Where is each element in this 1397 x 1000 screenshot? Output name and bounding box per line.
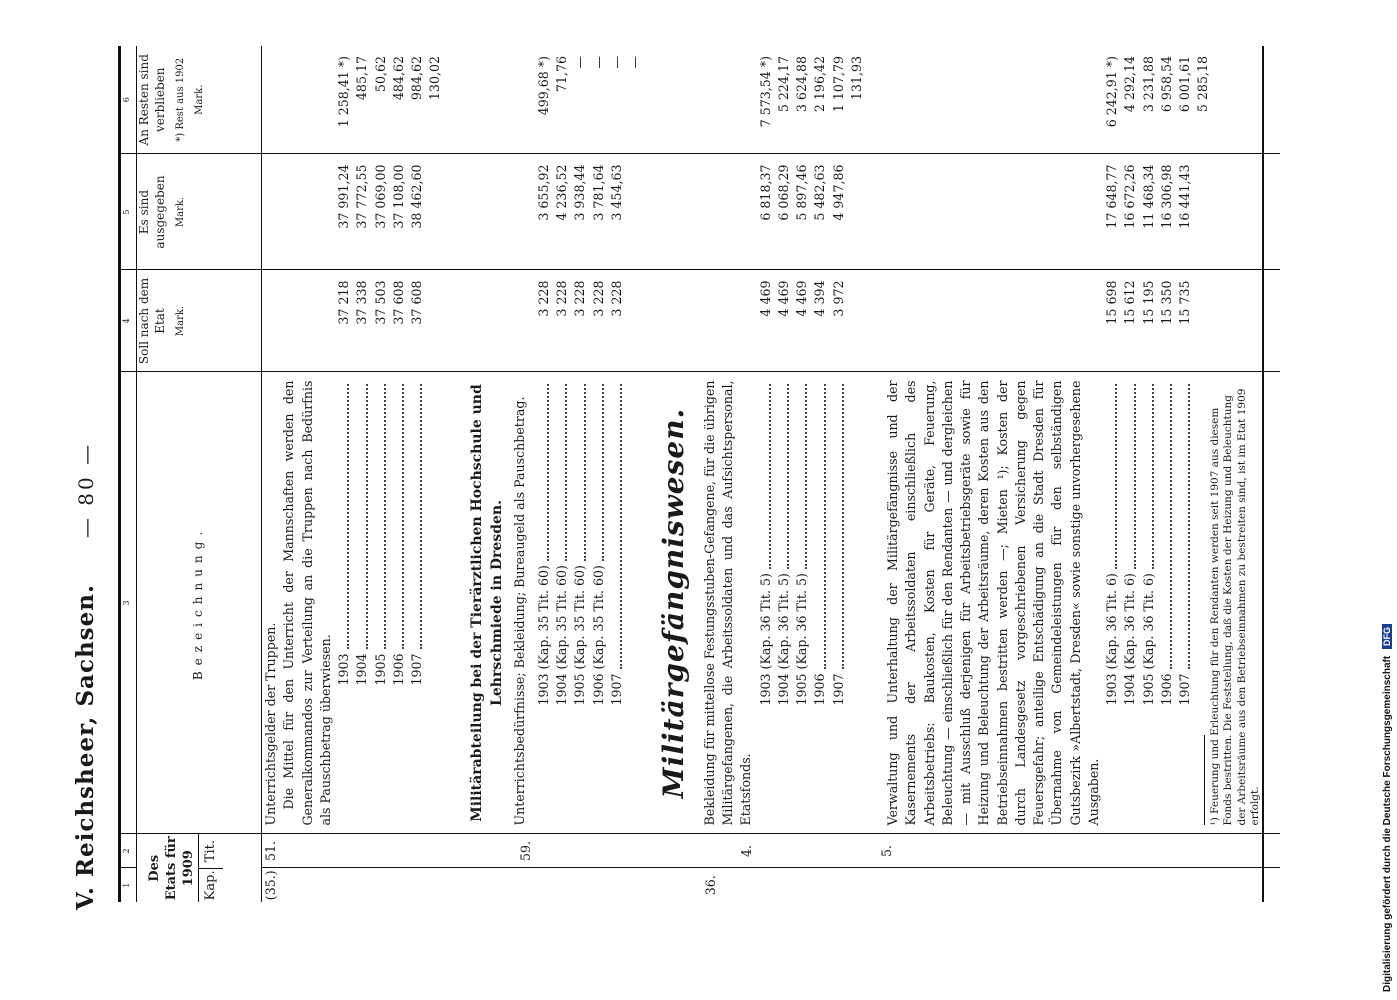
resten-value: 130,02: [427, 56, 443, 101]
year-label: 1907: [409, 653, 424, 686]
soll-value: 15 195: [1140, 270, 1158, 372]
ausgegeben-value: 38 462,60: [408, 154, 426, 270]
year-label: 1907: [1177, 673, 1192, 706]
resten-value: 484,62: [390, 56, 406, 101]
resten-header: [137, 46, 262, 154]
table-row: [590, 46, 608, 902]
column-number: 1: [120, 868, 137, 902]
resten-note: *) Rest aus 1902: [175, 57, 187, 142]
ausgegeben-value: 3 781,64: [590, 154, 608, 270]
soll-value: 4 469: [757, 270, 775, 372]
table-row: [757, 46, 775, 902]
ausgegeben-label: Es sind ausgegeben: [137, 175, 167, 249]
column-number: 2: [120, 834, 137, 868]
description-paragraph: Verwaltung und Unterhaltung der Militärgefängnisse und der Kasernements der Arbeitssoldaten einschließlich des Arbeitsbetriebs: Baukosten, Kosten für Geräte, Feuerung, Beleuchtung — einschließlich für den Rendanten — und dergleichen — mit Ausschluß derjenigen für Arbeitsbetriebsgeräte sowie für Heizung und Beleuchtung der Arbeitsräume, deren Kosten aus den Betriebseinnahmen bestritten werden —; Mieten ¹); Kosten der durch Landesgesetz vorgeschriebenen Versicherung gegen Feuersgefahr; anteilige Entschädigung an die Stadt Dresden für Übernahme von Gemeindeleistungen für den selbständigen Gutsbezirk »Albertstadt, Dresden« sowie sonstige unvorhergesehene Ausgaben.: [885, 380, 1101, 826]
column-number: 3: [120, 372, 137, 834]
ausgegeben-value: 17 648,77: [1103, 154, 1121, 270]
table-row: [1176, 46, 1194, 902]
table-row: [426, 46, 444, 902]
soll-value: 37 218: [335, 270, 353, 372]
section-big-title: Militärgefängniswesen.: [657, 407, 691, 799]
soll-value: 3 228: [535, 270, 553, 372]
description-line: Unterrichtsbedürfnisse; Bekleidung; Bureaugeld als Pauschbetrag.: [512, 396, 528, 826]
budget-table: [118, 46, 1280, 902]
ausgegeben-value: 5 897,46: [793, 154, 811, 270]
year-label: 1904 (Kap. 36 Tit. 6): [1122, 573, 1138, 706]
kap-cell: (35.): [262, 868, 336, 902]
ausgegeben-value: 37 991,24: [335, 154, 353, 270]
ausgegeben-value: 16 306,98: [1158, 154, 1176, 270]
year-label: 1906: [812, 673, 828, 706]
soll-value: 37 503: [372, 270, 390, 372]
soll-value: 15 612: [1121, 270, 1139, 372]
soll-value: 37 608: [408, 270, 426, 372]
year-label: 1904: [354, 653, 370, 686]
description-cell: [866, 372, 1103, 834]
description-line: Unterrichtsgelder der Truppen.: [263, 622, 278, 826]
table-row: [553, 46, 571, 902]
table-row: [353, 46, 371, 902]
page-header: [72, 0, 108, 1000]
resten-value: 1 107,79: [830, 56, 846, 113]
table-row: [1103, 46, 1121, 902]
table-row: [1158, 46, 1176, 902]
resten-value: 6 242,91 *): [1104, 56, 1119, 128]
tit-header: Tit.: [202, 840, 218, 863]
resten-value: 5 285,18: [1195, 56, 1211, 113]
table-row: [775, 46, 793, 902]
table-row: [571, 46, 589, 902]
soll-value: 15 698: [1103, 270, 1121, 372]
resten-value: 71,76: [554, 56, 569, 93]
table-row: [848, 46, 866, 902]
ausgegeben-value: 16 441,43: [1176, 154, 1194, 270]
resten-value: 485,17: [354, 56, 370, 101]
table-row: [390, 46, 408, 902]
table-row: [608, 46, 626, 902]
table-row: [372, 46, 390, 902]
table-row: [535, 46, 553, 902]
soll-value: 3 972: [830, 270, 848, 372]
resten-value: 4 292,14: [1122, 56, 1138, 113]
resten-unit: Mark.: [194, 84, 206, 115]
bezeichnung-header: Bezeichnung.: [137, 372, 262, 834]
resten-value: —: [608, 56, 624, 69]
soll-value: 3 228: [608, 270, 626, 372]
year-label: 1904 (Kap. 36 Tit. 5): [775, 573, 791, 706]
column-header-row: [137, 46, 262, 902]
etat-group-head: Des Etats für 1909: [137, 835, 199, 903]
ausgegeben-header: [137, 154, 262, 270]
section-row: [866, 46, 1103, 902]
description-cell: [644, 372, 756, 834]
resten-value: —: [627, 56, 642, 69]
soll-unit: Mark.: [175, 305, 187, 337]
resten-value: 1 258,41 *): [336, 56, 351, 128]
page-number: — 80 —: [74, 441, 98, 539]
resten-value: 3 231,88: [1140, 56, 1156, 113]
ausgegeben-value: 37 772,55: [353, 154, 371, 270]
ausgegeben-value: 6 068,29: [775, 154, 793, 270]
ausgegeben-value: 6 818,37: [757, 154, 775, 270]
resten-value: 131,93: [848, 56, 864, 101]
ausgegeben-value: 37 069,00: [372, 154, 390, 270]
ausgegeben-value: 4 947,86: [830, 154, 848, 270]
description-paragraph: Die Mittel für den Unterricht der Mannschaften werden den Generalkommandos zur Verteilung an die Truppen nach Bedürfnis als Pauschbetrag überwiesen.: [281, 380, 333, 826]
soll-value: 3 228: [553, 270, 571, 372]
year-label: 1903 (Kap. 36 Tit. 5): [757, 573, 773, 706]
resten-value: —: [572, 56, 588, 69]
soll-value: 3 228: [590, 270, 608, 372]
running-head: V. Reichsheer, Sachsen.: [72, 584, 99, 910]
ausgegeben-value: 11 468,34: [1140, 154, 1158, 270]
year-label: 1903: [336, 653, 351, 686]
ausgegeben-value: 4 236,52: [553, 154, 571, 270]
resten-value: 6 001,61: [1177, 56, 1192, 113]
year-label: 1905 (Kap. 36 Tit. 5): [794, 573, 809, 706]
table-row: [626, 46, 644, 902]
soll-label: Soll nach dem Etat: [137, 277, 167, 365]
soll-value: 4 469: [775, 270, 793, 372]
year-label: 1903 (Kap. 35 Tit. 60): [535, 565, 551, 706]
ausgegeben-value: 3 655,92: [535, 154, 553, 270]
kap-cell: 36.: [644, 868, 756, 902]
tit-cell: 59.: [445, 834, 535, 868]
tit-cell: 5.: [866, 834, 1103, 868]
ausgegeben-value: 3 454,63: [608, 154, 626, 270]
description-paragraph: Bekleidung für mittellose Festungsstuben-Gefangene, für die übrigen Militärgefangenen, die Arbeitssoldaten und das Aufsichtspersonal, Etatsfonds.: [701, 380, 754, 826]
column-number: 5: [120, 154, 137, 270]
soll-value: 37 608: [390, 270, 408, 372]
resten-value: 6 958,54: [1158, 56, 1174, 113]
ausgegeben-unit: Mark.: [175, 196, 187, 228]
ausgegeben-value: 37 108,00: [390, 154, 408, 270]
tit-cell: 4.: [644, 834, 756, 868]
credit-text: Digitalisierung gefördert durch die Deutsche Forschungsgemeinschaft: [1382, 655, 1393, 992]
table-row: [793, 46, 811, 902]
ausgegeben-cell: [262, 154, 336, 270]
resten-label: An Resten sind verblieben: [137, 54, 167, 146]
year-label: 1906: [1158, 673, 1174, 706]
dfg-logo: DFG: [1382, 624, 1392, 649]
year-label: 1904 (Kap. 35 Tit. 60): [554, 565, 569, 706]
table-row: [1121, 46, 1139, 902]
description-cell: [262, 372, 336, 834]
year-label: 1907: [608, 673, 624, 706]
soll-value: 4 394: [811, 270, 829, 372]
table-row: [830, 46, 848, 902]
year-label: 1907: [830, 673, 846, 706]
table-bottom-rule: [1263, 46, 1280, 902]
resten-value: 50,62: [372, 56, 388, 93]
column-number: 6: [120, 46, 137, 154]
tit-cell: 51.: [262, 834, 336, 868]
section-title: Militärabteilung bei der Tierärztlichen Hochschule und Lehrschmiede in Dresden.: [468, 384, 505, 822]
etat-header: [137, 834, 262, 902]
description-cell: [445, 372, 535, 834]
footnote: ¹) Feuerung und Erleuchtung für den Rendanten werden seit 1907 aus diesem Fonds bestritten. Die Feststellung, daß die Kosten der Heizung und Beleuchtung der Arbeitsräume aus den Betriebseinnahmen zu bestreiten sind, ist im Etat 1909 erfolgt.: [1209, 388, 1261, 826]
column-number-row: [120, 46, 137, 902]
soll-value: 37 338: [353, 270, 371, 372]
ausgegeben-value: 3 938,44: [571, 154, 589, 270]
section-row: [644, 46, 756, 902]
resten-cell: [262, 46, 336, 154]
resten-value: 3 624,88: [794, 56, 809, 113]
soll-value: 15 350: [1158, 270, 1176, 372]
year-label: 1905: [372, 653, 388, 686]
ausgegeben-value: 5 482,63: [811, 154, 829, 270]
year-label: 1905 (Kap. 35 Tit. 60): [572, 565, 588, 706]
year-label: 1906: [390, 653, 406, 686]
table-row: [335, 46, 353, 902]
soll-value: 3 228: [571, 270, 589, 372]
table-row: [1194, 46, 1263, 902]
year-label: 1903 (Kap. 36 Tit. 6): [1104, 573, 1119, 706]
table-row: [811, 46, 829, 902]
resten-value: —: [590, 56, 606, 69]
soll-value: 4 469: [793, 270, 811, 372]
table-row: [408, 46, 426, 902]
column-number: 4: [120, 270, 137, 372]
table-row: [1140, 46, 1158, 902]
year-label: 1905 (Kap. 36 Tit. 6): [1140, 573, 1156, 706]
ausgegeben-value: 16 672,26: [1121, 154, 1139, 270]
kap-header: Kap.: [199, 868, 223, 902]
section-row: [262, 46, 336, 902]
resten-value: 2 196,42: [812, 56, 828, 113]
digitization-credit: [1382, 0, 1397, 1000]
section-row: [445, 46, 535, 902]
resten-value: 984,62: [409, 56, 424, 101]
soll-cell: [262, 270, 336, 372]
resten-value: 7 573,54 *): [757, 56, 773, 128]
soll-header: [137, 270, 262, 372]
soll-value: 15 735: [1176, 270, 1194, 372]
year-label: 1906 (Kap. 35 Tit. 60): [590, 565, 606, 706]
resten-value: 5 224,17: [775, 56, 791, 113]
resten-value: 499,68 *): [535, 56, 551, 116]
